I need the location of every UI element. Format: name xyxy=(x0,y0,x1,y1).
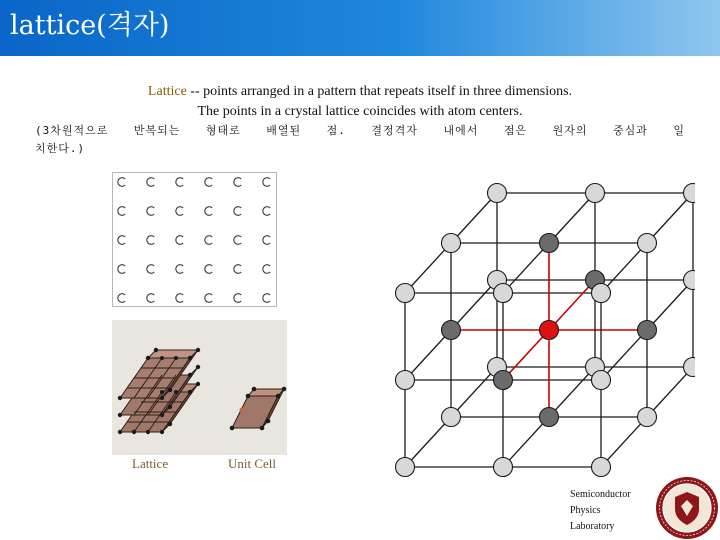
lattice-point xyxy=(147,294,154,303)
caption-unit-cell: Unit Cell xyxy=(228,456,277,471)
lattice-bond xyxy=(601,243,647,293)
highlight-bond xyxy=(549,280,595,330)
lattice-point xyxy=(234,207,241,216)
lattice-point xyxy=(118,294,125,303)
caption-lattice: Lattice xyxy=(132,456,169,471)
lattice-atom xyxy=(684,358,696,377)
lattice-point xyxy=(118,265,125,274)
center-atom xyxy=(540,321,559,340)
lattice-atom xyxy=(592,284,611,303)
lattice-bond xyxy=(451,367,497,417)
definition-line xyxy=(35,82,685,102)
lattice-bond xyxy=(549,367,595,417)
lattice-bond xyxy=(451,280,497,330)
lattice-atom xyxy=(592,458,611,477)
nearest-neighbor-atom xyxy=(442,321,461,340)
lattice-bond xyxy=(503,417,549,467)
lattice-atom xyxy=(494,284,513,303)
lattice-point xyxy=(263,178,270,187)
lattice-point xyxy=(118,236,125,245)
lattice-atom xyxy=(396,371,415,390)
lattice-point xyxy=(176,236,183,245)
lattice-bond xyxy=(647,280,693,330)
lattice-bond xyxy=(647,193,693,243)
lattice-point xyxy=(205,294,212,303)
lattice-atom xyxy=(396,458,415,477)
lattice-point xyxy=(234,178,241,187)
lattice-point xyxy=(234,236,241,245)
intro-text xyxy=(35,82,685,158)
nearest-neighbor-atom xyxy=(494,371,513,390)
lattice-point xyxy=(205,178,212,187)
lattice-bond xyxy=(405,330,451,380)
lattice-unit-cell-photo xyxy=(112,320,287,455)
lab-label xyxy=(570,487,631,535)
lattice-point xyxy=(263,207,270,216)
lattice-point xyxy=(205,207,212,216)
lattice-point xyxy=(118,207,125,216)
lattice-point xyxy=(263,265,270,274)
lattice-point xyxy=(234,294,241,303)
lattice-point xyxy=(234,265,241,274)
unit-cell-marker xyxy=(240,408,245,413)
lattice-point xyxy=(176,178,183,187)
nearest-neighbor-atom xyxy=(540,408,559,427)
lattice-point xyxy=(118,178,125,187)
lattice-point xyxy=(205,265,212,274)
lattice-point xyxy=(176,207,183,216)
three-d-lattice-diagram xyxy=(385,155,695,485)
two-d-lattice-figure xyxy=(112,172,277,307)
lattice-bond xyxy=(601,330,647,380)
title-bar xyxy=(0,0,720,56)
lattice-frame xyxy=(113,173,277,307)
korean-definition-line2: 치한다.) xyxy=(35,142,86,155)
slide-title: lattice(격자) xyxy=(10,10,170,41)
lattice-atom xyxy=(684,184,696,203)
lattice-atom xyxy=(442,408,461,427)
lattice-point xyxy=(263,236,270,245)
lattice-point xyxy=(147,265,154,274)
korean-definition-line1: (3차원적으로 반복되는 형태로 배열된 점. 결정격자 내에서 점은 원자의 중심과 일 xyxy=(35,124,685,137)
lattice-bond xyxy=(549,193,595,243)
lattice-bond xyxy=(647,367,693,417)
lattice-point xyxy=(176,294,183,303)
lattice-point xyxy=(147,236,154,245)
atom-centers-line: The points in a crystal lattice coincides with atom centers. xyxy=(197,104,523,119)
lab-line-3: Laboratory xyxy=(570,521,615,532)
lattice-bond xyxy=(405,243,451,293)
university-seal-logo xyxy=(655,476,719,540)
lattice-atom xyxy=(586,184,605,203)
lattice-atom xyxy=(684,271,696,290)
lattice-bond xyxy=(503,243,549,293)
lattice-atom xyxy=(592,371,611,390)
lab-line-1: Semiconductor xyxy=(570,489,631,500)
lab-line-2: Physics xyxy=(570,505,601,516)
lattice-bond xyxy=(405,417,451,467)
lattice-atom xyxy=(396,284,415,303)
lattice-point xyxy=(147,207,154,216)
definition-text: -- points arranged in a pattern that repeats itself in three dimensions. xyxy=(186,84,573,99)
lattice-atom xyxy=(638,234,657,253)
lattice-keyword: Lattice xyxy=(147,84,187,99)
lattice-point xyxy=(263,294,270,303)
lattice-bond xyxy=(601,417,647,467)
lattice-point xyxy=(205,236,212,245)
lattice-atom xyxy=(494,458,513,477)
lattice-atom xyxy=(488,184,507,203)
lattice-point xyxy=(147,178,154,187)
lattice-bond xyxy=(451,193,497,243)
highlight-bond xyxy=(503,330,549,380)
lattice-atom xyxy=(442,234,461,253)
nearest-neighbor-atom xyxy=(540,234,559,253)
lattice-point xyxy=(176,265,183,274)
lattice-atom xyxy=(638,408,657,427)
nearest-neighbor-atom xyxy=(638,321,657,340)
